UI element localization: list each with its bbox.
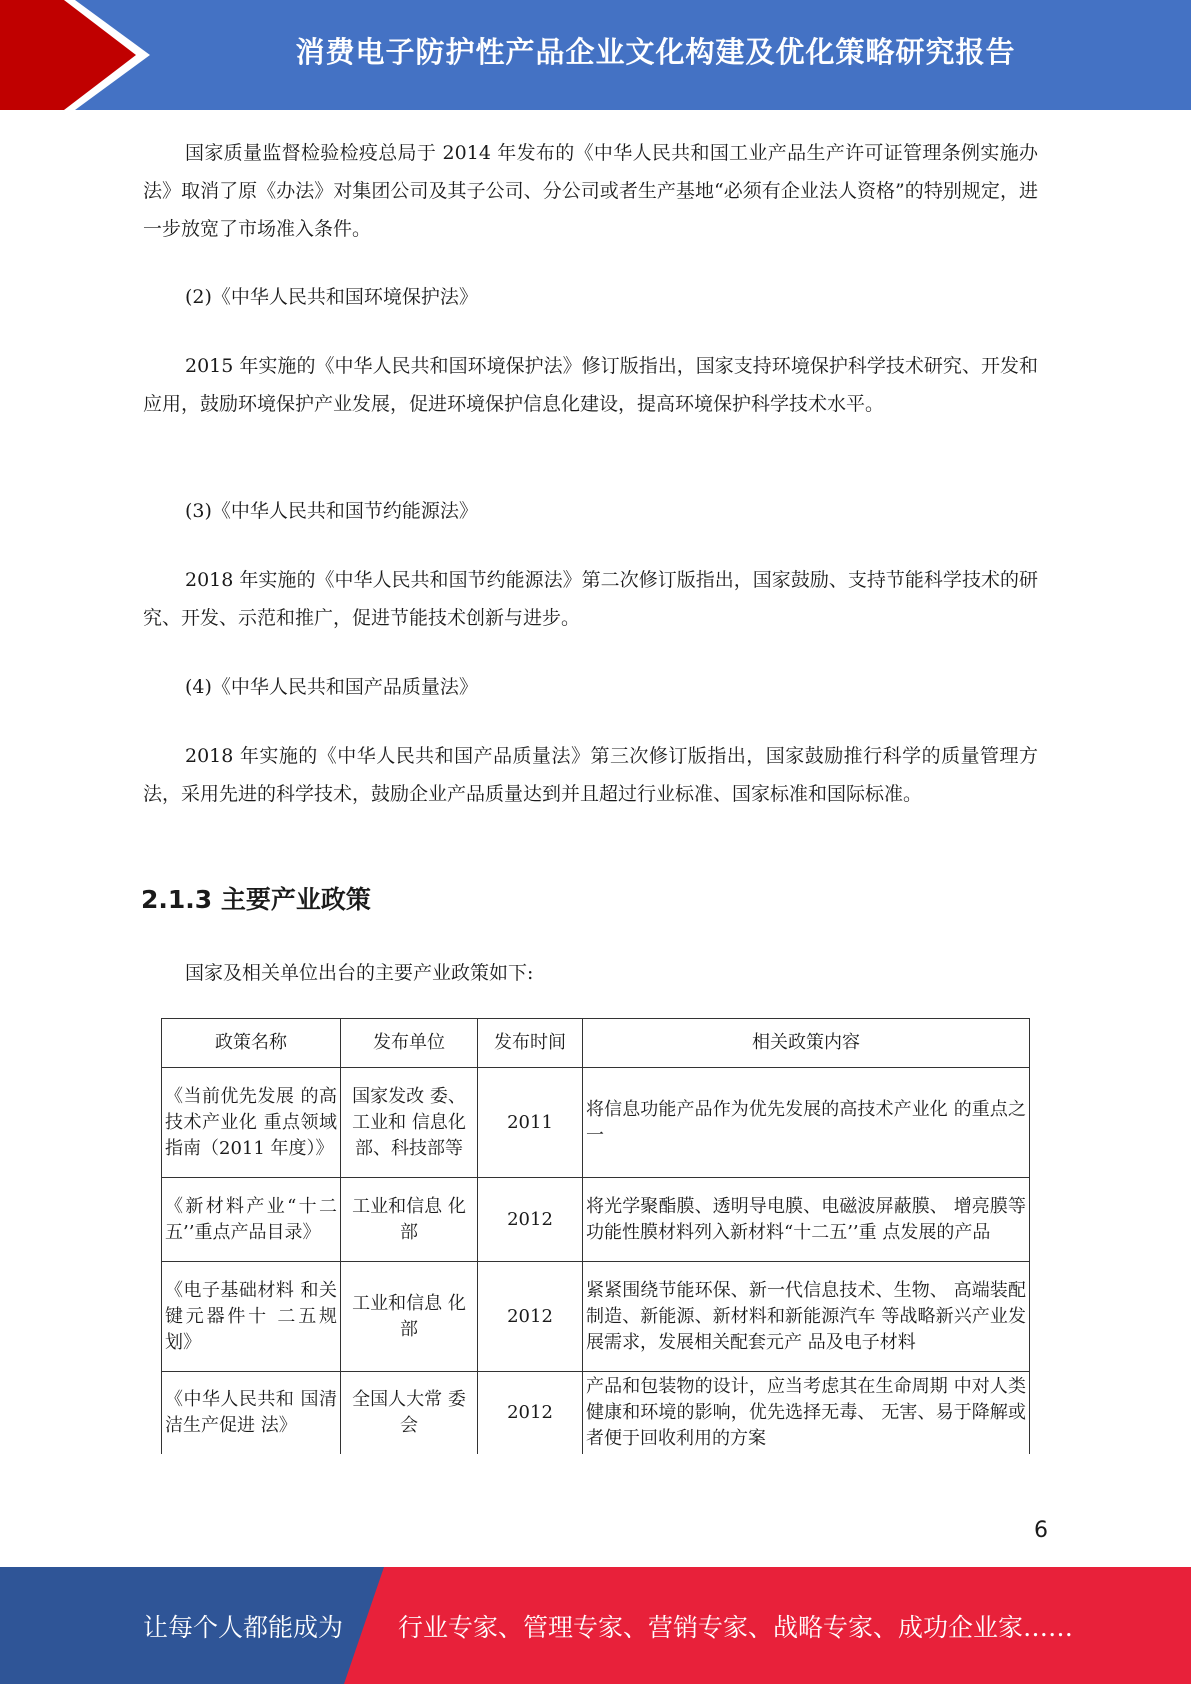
cell-issuer: 工业和信息 化部 [341, 1262, 478, 1372]
table-row [162, 1068, 1030, 1178]
policy-table [161, 1018, 1030, 1454]
footer-slogan-right: 行业专家、管理专家、营销专家、战略专家、成功企业家…… [398, 1612, 1074, 1642]
table-row [162, 1262, 1030, 1372]
cell-date: 2012 [478, 1372, 583, 1455]
page-footer [0, 1567, 1191, 1684]
cell-issuer: 工业和信息 化部 [341, 1178, 478, 1262]
page-header [0, 0, 1191, 110]
cell-issuer: 全国人大常 委会 [341, 1372, 478, 1455]
cell-date: 2012 [478, 1178, 583, 1262]
page-number: 6 [1034, 1518, 1048, 1543]
cell-content: 紧紧围绕节能环保、新一代信息技术、生物、 高端装配制造、新能源、新材料和新能源汽车 等战略新兴产业发展需求，发展相关配套元产 品及电子材料 [583, 1262, 1030, 1372]
paragraph-environmental-law: 2015 年实施的《中华人民共和国环境保护法》修订版指出，国家支持环境保护科学技术研究、开发和应用，鼓励环境保护产业发展，促进环境保护信息化建设，提高环境保护科学技术水平。 [143, 355, 1038, 415]
cell-date: 2012 [478, 1262, 583, 1372]
item-energy-law: (3)《中华人民共和国节约能源法》 [185, 500, 478, 522]
cell-issuer: 国家发改 委、工业和 信息化部、科技部等 [341, 1068, 478, 1178]
header-arrow-decoration [0, 0, 160, 110]
table-intro: 国家及相关单位出台的主要产业政策如下: [185, 962, 534, 984]
section-heading: 2.1.3 主要产业政策 [141, 885, 371, 914]
cell-policy-name: 《当前优先发展 的高技术产业化 重点领域指南（2011 年度）》 [162, 1068, 341, 1178]
header-title: 消费电子防护性产品企业文化构建及优化策略研究报告 [295, 34, 1016, 69]
header-issuer: 发布单位 [341, 1019, 478, 1068]
paragraph-quality-law: 2018 年实施的《中华人民共和国产品质量法》第三次修订版指出，国家鼓励推行科学的质量管理方法，采用先进的科学技术，鼓励企业产品质量达到并且超过行业标准、国家标准和国际标准。 [143, 745, 1038, 805]
item-environmental-law: (2)《中华人民共和国环境保护法》 [185, 286, 478, 308]
header-policy-name: 政策名称 [162, 1019, 341, 1068]
table-header-row [162, 1019, 1030, 1068]
cell-policy-name: 《中华人民共和 国清洁生产促进 法》 [162, 1372, 341, 1455]
cell-date: 2011 [478, 1068, 583, 1178]
cell-content: 将光学聚酯膜、透明导电膜、电磁波屏蔽膜、 增亮膜等功能性膜材料列入新材料“十二五’’重 点发展的产品 [583, 1178, 1030, 1262]
table-row [162, 1178, 1030, 1262]
cell-content: 将信息功能产品作为优先发展的高技术产业化 的重点之一 [583, 1068, 1030, 1178]
cell-policy-name: 《电子基础材料 和关键元器件十 二五规划》 [162, 1262, 341, 1372]
paragraph-licensing: 国家质量监督检验检疫总局于 2014 年发布的《中华人民共和国工业产品生产许可证管理条例实施办法》取消了原《办法》对集团公司及其子公司、分公司或者生产基地“必须有企业法人资格”的特别规定，进一步放宽了市场准入条件。 [143, 142, 1038, 240]
paragraph-energy-law: 2018 年实施的《中华人民共和国节约能源法》第二次修订版指出，国家鼓励、支持节能科学技术的研究、开发、示范和推广，促进节能技术创新与进步。 [143, 569, 1038, 629]
footer-slogan-left: 让每个人都能成为 [143, 1612, 344, 1642]
header-content: 相关政策内容 [583, 1019, 1030, 1068]
header-date: 发布时间 [478, 1019, 583, 1068]
cell-policy-name: 《新材料产业“十二五’’重点产品目录》 [162, 1178, 341, 1262]
table-row [162, 1372, 1030, 1455]
item-quality-law: (4)《中华人民共和国产品质量法》 [185, 676, 478, 698]
cell-content: 产品和包装物的设计，应当考虑其在生命周期 中对人类健康和环境的影响，优先选择无毒、 无害、易于降解或者便于回收利用的方案 [583, 1372, 1030, 1455]
